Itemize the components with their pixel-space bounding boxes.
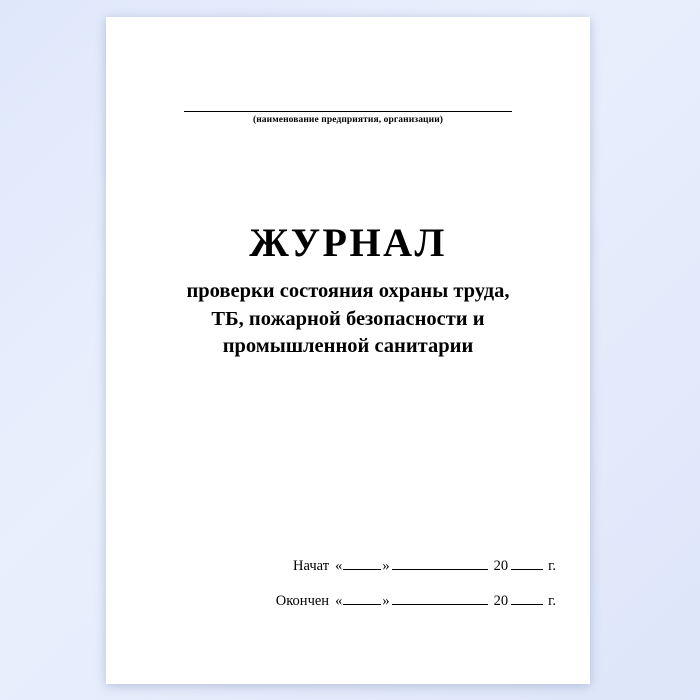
started-year-suffix: г. (548, 558, 556, 574)
page-subtitle (132, 278, 564, 361)
date-fields (256, 557, 556, 627)
date-row-finished (256, 592, 556, 610)
started-quote-close: » (382, 558, 390, 574)
started-quote-open: « (335, 558, 343, 574)
organization-name-rule (184, 110, 512, 112)
page-title: ЖУРНАЛ (249, 220, 447, 265)
finished-quote-open: « (335, 593, 343, 609)
finished-year-prefix: 20 (493, 593, 509, 609)
finished-day-blank (343, 592, 381, 605)
started-month-blank (392, 557, 488, 570)
finished-year-blank (511, 592, 543, 605)
finished-month-blank (392, 592, 488, 605)
started-label: Начат (293, 558, 330, 574)
started-day-blank (343, 557, 381, 570)
page-subtitle-line-1: проверки состояния охраны труда, (186, 280, 510, 302)
title-block (132, 222, 564, 361)
finished-label: Окончен (275, 593, 330, 609)
organization-name-field (184, 110, 512, 125)
organization-name-caption: (наименование предприятия, организации) (252, 115, 444, 125)
document-page (106, 17, 590, 684)
finished-quote-close: » (382, 593, 390, 609)
started-year-prefix: 20 (493, 558, 509, 574)
page-subtitle-line-2: ТБ, пожарной безопасности и (211, 307, 485, 330)
finished-year-suffix: г. (548, 593, 556, 609)
date-row-started (256, 557, 556, 575)
page-subtitle-line-3: промышленной санитарии (222, 335, 474, 358)
started-year-blank (511, 557, 543, 570)
